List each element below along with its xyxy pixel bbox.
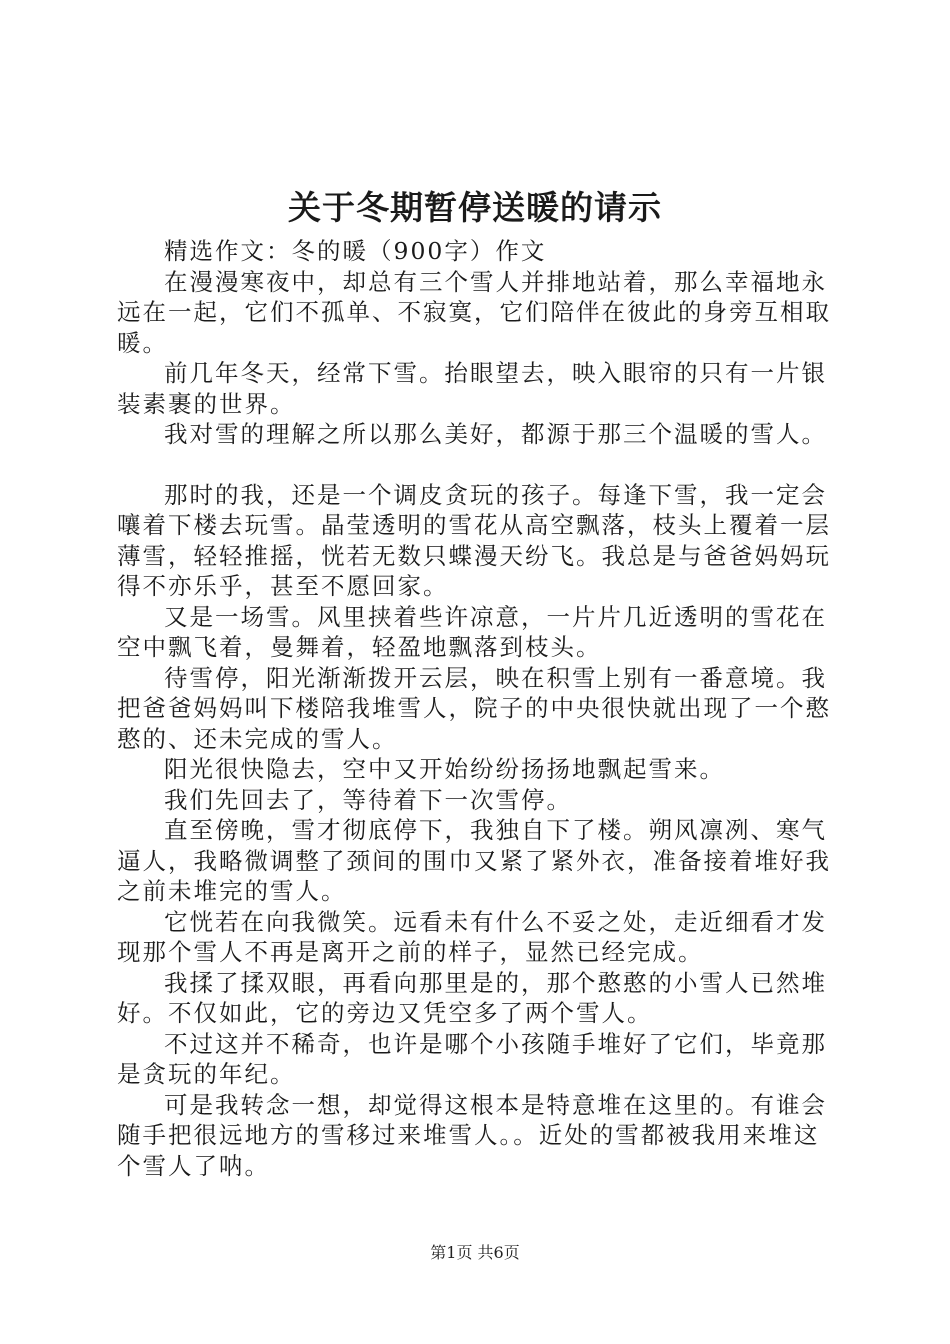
- paragraph: 直至傍晚，雪才彻底停下，我独自下了楼。朔风凛冽、寒气逼人，我略微调整了颈间的围巾又紧了紧外衣，准备接着堆好我之前未堆完的雪人。: [117, 816, 831, 905]
- paragraph: 那时的我，还是一个调皮贪玩的孩子。每逢下雪，我一定会嚷着下楼去玩雪。晶莹透明的雪花从高空飘落，枝头上覆着一层薄雪，轻轻推摇，恍若无数只蝶漫天纷飞。我总是与爸爸妈妈玩得不亦乐乎，甚至不愿回家。: [117, 480, 831, 600]
- paragraph: 它恍若在向我微笑。远看未有什么不妥之处，走近细看才发现那个雪人不再是离开之前的样子，显然已经完成。: [117, 907, 827, 966]
- paragraph: 可是我转念一想，却觉得这根本是特意堆在这里的。有谁会随手把很远地方的雪移过来堆雪人。。近处的雪都被我用来堆这个雪人了呐。: [117, 1090, 827, 1180]
- paragraph: 又是一场雪。风里挟着些许凉意，一片片几近透明的雪花在空中飘飞着，曼舞着，轻盈地飘落到枝头。: [117, 602, 827, 661]
- paragraph: 前几年冬天，经常下雪。抬眼望去，映入眼帘的只有一片银装素裹的世界。: [117, 359, 827, 418]
- document-body: [117, 236, 839, 1181]
- document-title: 关于冬期暂停送暖的请示: [288, 188, 662, 227]
- paragraph: 待雪停，阳光渐渐拨开云层，映在积雪上别有一番意境。我把爸爸妈妈叫下楼陪我堆雪人，院子的中央很快就出现了一个憨憨的、还未完成的雪人。: [117, 663, 831, 753]
- paragraph: 阳光很快隐去，空中又开始纷纷扬扬地飘起雪来。: [164, 755, 725, 783]
- paragraph: 我们先回去了，等待着下一次雪停。: [164, 785, 572, 814]
- paragraph: 不过这并不稀奇，也许是哪个小孩随手堆好了它们，毕竟那是贪玩的年纪。: [117, 1029, 827, 1088]
- paragraph: 我揉了揉双眼，再看向那里是的，那个憨憨的小雪人已然堆好。不仅如此，它的旁边又凭空多了两个雪人。: [117, 968, 827, 1027]
- paragraph: 在漫漫寒夜中，却总有三个雪人并排地站着，那么幸福地永远在一起，它们不孤单、不寂寞，它们陪伴在彼此的身旁互相取暖。: [117, 267, 831, 357]
- page-number-footer: 第1页 共6页: [430, 1243, 520, 1262]
- paragraph: 我对雪的理解之所以那么美好，都源于那三个温暖的雪人。: [164, 420, 827, 448]
- paragraph-subtitle: 精选作文：冬的暖（900字）作文: [164, 237, 547, 265]
